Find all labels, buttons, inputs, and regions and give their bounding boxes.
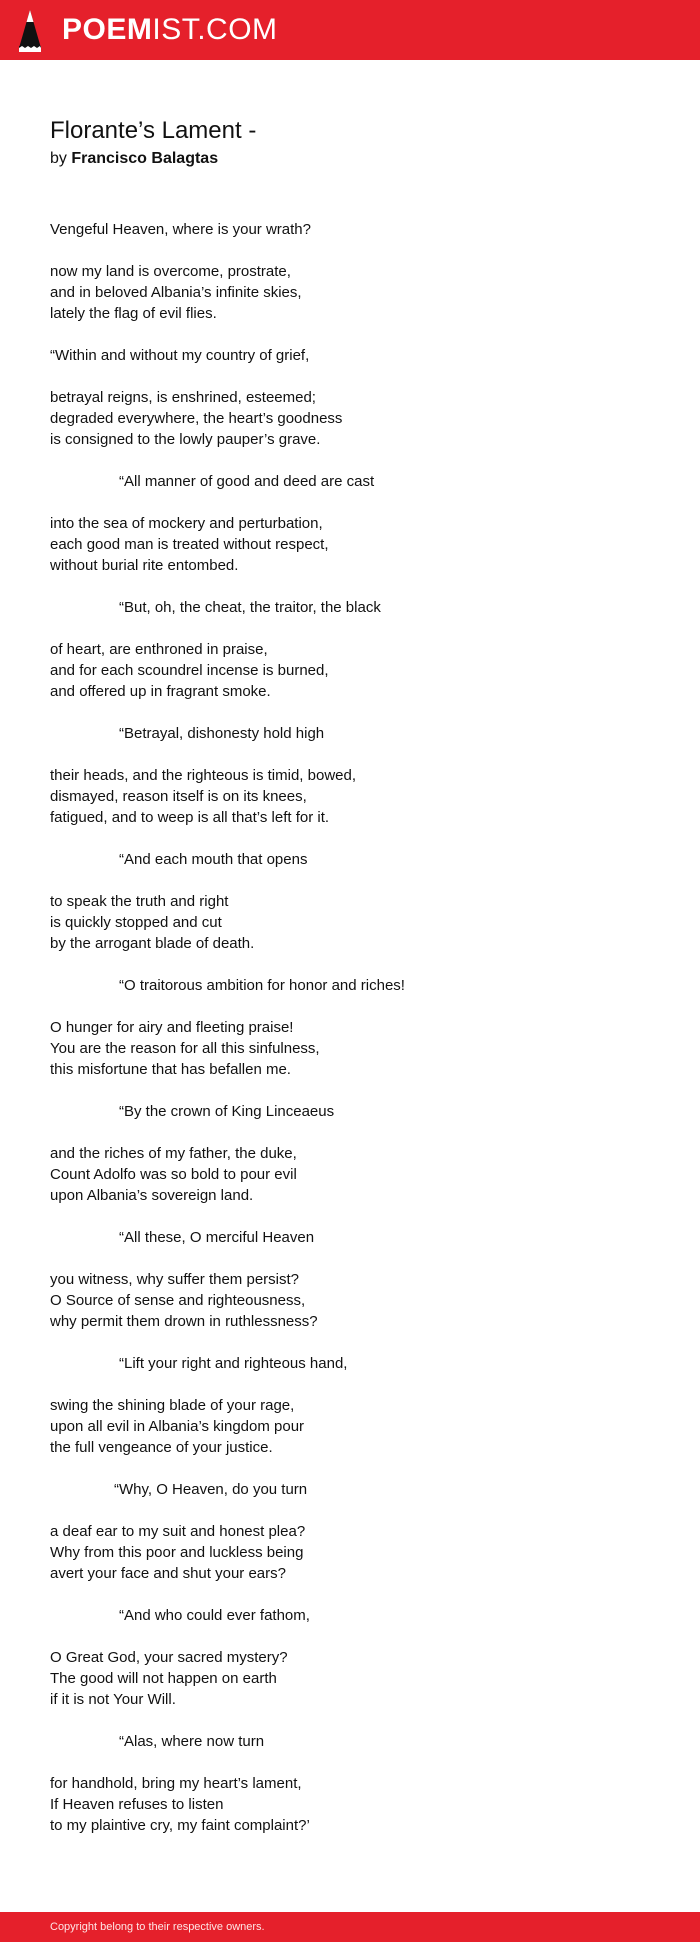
- poem-line: “Lift your right and righteous hand,: [119, 1355, 348, 1372]
- stanza-break: [50, 366, 670, 387]
- poem-line: to my plaintive cry, my faint complaint?’: [50, 1817, 310, 1834]
- stanza-break: [50, 1374, 670, 1395]
- poem-line: “Betrayal, dishonesty hold high: [119, 725, 325, 742]
- stanza-break: [50, 1248, 670, 1269]
- stanza-break: [50, 954, 670, 975]
- poem-line: if it is not Your Will.: [50, 1691, 176, 1708]
- stanza-break: [50, 702, 670, 723]
- poem-line: “And each mouth that opens: [119, 851, 308, 868]
- poem-line: “O traitorous ambition for honor and riches!: [119, 977, 405, 994]
- stanza-break: [50, 996, 670, 1017]
- poem-line: into the sea of mockery and perturbation,: [50, 515, 323, 532]
- stanza-break: [50, 1584, 670, 1605]
- poem-line: and for each scoundrel incense is burned,: [50, 662, 329, 679]
- poem-line: O hunger for airy and fleeting praise!: [50, 1019, 294, 1036]
- poem-line: “And who could ever fathom,: [119, 1607, 310, 1624]
- stanza-break: [50, 1080, 670, 1101]
- stanza-break: [50, 1122, 670, 1143]
- poem-line: is consigned to the lowly pauper’s grave.: [50, 431, 321, 448]
- poem-line: avert your face and shut your ears?: [50, 1565, 286, 1582]
- stanza-break: [50, 324, 670, 345]
- copyright-notice: Copyright belong to their respective owners.: [50, 1921, 265, 1933]
- poem-line: their heads, and the righteous is timid, bowed,: [50, 767, 357, 784]
- poem-line: “But, oh, the cheat, the traitor, the black: [119, 599, 381, 616]
- poem-line: and offered up in fragrant smoke.: [50, 683, 271, 700]
- stanza-break: [50, 492, 670, 513]
- site-logo-link[interactable]: [62, 11, 278, 49]
- stanza-break: [50, 1500, 670, 1521]
- poem-line: now my land is overcome, prostrate,: [50, 263, 291, 280]
- pencil-tip-icon[interactable]: [18, 10, 42, 52]
- stanza-break: [50, 1710, 670, 1731]
- poem-line: swing the shining blade of your rage,: [50, 1397, 295, 1414]
- stanza-break: [50, 828, 670, 849]
- stanza-break: [50, 1752, 670, 1773]
- poem-line: O Great God, your sacred mystery?: [50, 1649, 288, 1666]
- poem-line: You are the reason for all this sinfulness,: [50, 1040, 320, 1057]
- poem-line: “By the crown of King Linceaeus: [119, 1103, 335, 1120]
- stanza-break: [50, 576, 670, 597]
- poem-line: a deaf ear to my suit and honest plea?: [50, 1523, 306, 1540]
- poem-line: of heart, are enthroned in praise,: [50, 641, 268, 658]
- poem-line: by the arrogant blade of death.: [50, 935, 255, 952]
- stanza-break: [50, 870, 670, 891]
- poem-line: betrayal reigns, is enshrined, esteemed;: [50, 389, 316, 406]
- poem-line: If Heaven refuses to listen: [50, 1796, 224, 1813]
- author-name[interactable]: Francisco Balagtas: [71, 150, 219, 167]
- brand-light-text: IST.COM: [152, 13, 278, 46]
- poem-line: “All manner of good and deed are cast: [119, 473, 375, 490]
- poem-line: “All these, O merciful Heaven: [119, 1229, 315, 1246]
- poem-line: “Within and without my country of grief,: [50, 347, 310, 364]
- poem-body: [50, 219, 670, 1836]
- poem-line: and in beloved Albania’s infinite skies,: [50, 284, 302, 301]
- poem-line: without burial rite entombed.: [50, 557, 239, 574]
- poem-line: dismayed, reason itself is on its knees,: [50, 788, 307, 805]
- poem-line: Count Adolfo was so bold to pour evil: [50, 1166, 297, 1183]
- stanza-break: [50, 618, 670, 639]
- poem-line: each good man is treated without respect,: [50, 536, 329, 553]
- by-prefix: by: [50, 150, 67, 167]
- stanza-break: [50, 1332, 670, 1353]
- poem-line: the full vengeance of your justice.: [50, 1439, 273, 1456]
- poem-line: upon Albania’s sovereign land.: [50, 1187, 254, 1204]
- stanza-break: [50, 1626, 670, 1647]
- poem-line: for handhold, bring my heart’s lament,: [50, 1775, 302, 1792]
- poem-line: why permit them drown in ruthlessness?: [50, 1313, 318, 1330]
- poem-line: is quickly stopped and cut: [50, 914, 222, 931]
- poem-line: and the riches of my father, the duke,: [50, 1145, 297, 1162]
- poem-line: this misfortune that has befallen me.: [50, 1061, 291, 1078]
- poem-line: fatigued, and to weep is all that’s left for it.: [50, 809, 330, 826]
- poem-line: O Source of sense and righteousness,: [50, 1292, 306, 1309]
- poem-line: Why from this poor and luckless being: [50, 1544, 304, 1561]
- stanza-break: [50, 744, 670, 765]
- brand-bold-text: POEM: [62, 13, 153, 46]
- poem-line: upon all evil in Albania’s kingdom pour: [50, 1418, 305, 1435]
- poem-title: Florante’s Lament -: [50, 117, 257, 144]
- byline: [50, 148, 218, 170]
- stanza-break: [50, 1206, 670, 1227]
- stanza-break: [50, 240, 670, 261]
- poem-line: The good will not happen on earth: [50, 1670, 277, 1687]
- poem-line: degraded everywhere, the heart’s goodness: [50, 410, 343, 427]
- site-header: [0, 0, 700, 60]
- poem-line: you witness, why suffer them persist?: [50, 1271, 299, 1288]
- poem-line: “Alas, where now turn: [119, 1733, 265, 1750]
- stanza-break: [50, 1458, 670, 1479]
- poem-line: lately the flag of evil flies.: [50, 305, 217, 322]
- poem-line: “Why, O Heaven, do you turn: [114, 1481, 308, 1498]
- poem-line: Vengeful Heaven, where is your wrath?: [50, 221, 311, 238]
- poem-line: to speak the truth and right: [50, 893, 229, 910]
- site-footer: [0, 1912, 700, 1942]
- stanza-break: [50, 450, 670, 471]
